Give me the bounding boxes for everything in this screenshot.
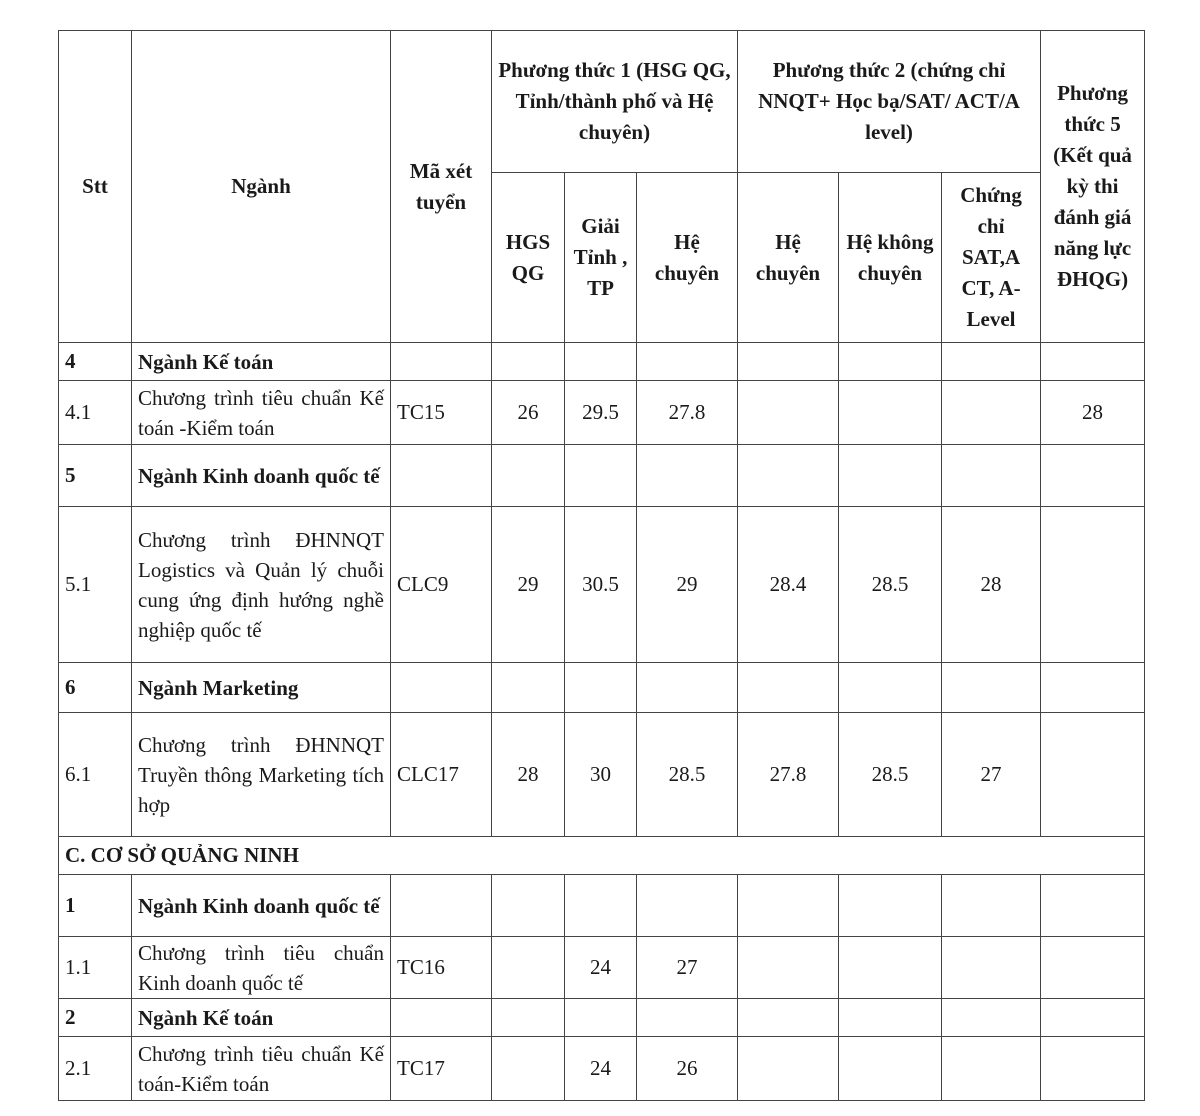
cell-hgs-qg	[492, 937, 565, 999]
table-row	[59, 445, 1145, 507]
cell-stt: 2	[59, 999, 132, 1037]
cell-name: Chương trình ĐHNNQT Truyền thông Marketing tích hợp	[132, 713, 391, 837]
cell-he-chuyen-pt1: 27	[637, 937, 738, 999]
table-row	[59, 999, 1145, 1037]
table-row	[59, 1037, 1145, 1101]
cell-giai-tinh	[565, 343, 637, 381]
cell-he-chuyen-pt1	[637, 999, 738, 1037]
table-row	[59, 875, 1145, 937]
cell-he-chuyen-pt2	[738, 875, 839, 937]
table-row	[59, 937, 1145, 999]
cell-hgs-qg	[492, 343, 565, 381]
cell-stt: 6.1	[59, 713, 132, 837]
cell-he-chuyen-pt1	[637, 445, 738, 507]
cell-he-khong-chuyen	[839, 875, 942, 937]
section-row	[59, 837, 1145, 875]
cell-hgs-qg: 26	[492, 381, 565, 445]
cell-chung-chi	[942, 937, 1041, 999]
cell-he-chuyen-pt1	[637, 663, 738, 713]
admission-score-table	[58, 30, 1145, 1101]
cell-name: Ngành Kinh doanh quốc tế	[132, 445, 391, 507]
cell-he-chuyen-pt1: 29	[637, 507, 738, 663]
cell-he-chuyen-pt2: 27.8	[738, 713, 839, 837]
cell-chung-chi	[942, 875, 1041, 937]
cell-he-chuyen-pt2	[738, 663, 839, 713]
cell-he-chuyen-pt1: 27.8	[637, 381, 738, 445]
cell-hgs-qg: 29	[492, 507, 565, 663]
cell-pt5: 28	[1041, 381, 1145, 445]
header-ma-xet-tuyen: Mã xét tuyển	[391, 31, 492, 343]
cell-name: Ngành Kế toán	[132, 999, 391, 1037]
cell-name: Chương trình ĐHNNQT Logistics và Quản lý chuỗi cung ứng định hướng nghề nghiệp quốc tế	[132, 507, 391, 663]
cell-he-khong-chuyen	[839, 663, 942, 713]
cell-code	[391, 343, 492, 381]
cell-giai-tinh	[565, 445, 637, 507]
table-row	[59, 663, 1145, 713]
cell-stt: 4.1	[59, 381, 132, 445]
header-he-khong-chuyen: Hệ không chuyên	[839, 173, 942, 343]
header-he-chuyen-pt1: Hệ chuyên	[637, 173, 738, 343]
header-phuong-thuc-2: Phương thức 2 (chứng chỉ NNQT+ Học bạ/SAT/ ACT/A level)	[738, 31, 1041, 173]
cell-stt: 4	[59, 343, 132, 381]
cell-he-chuyen-pt1: 28.5	[637, 713, 738, 837]
cell-code	[391, 663, 492, 713]
cell-code	[391, 875, 492, 937]
header-hgs-qg: HGS QG	[492, 173, 565, 343]
header-stt: Stt	[59, 31, 132, 343]
cell-chung-chi	[942, 445, 1041, 507]
cell-code	[391, 999, 492, 1037]
cell-code: TC17	[391, 1037, 492, 1101]
cell-giai-tinh: 30	[565, 713, 637, 837]
section-title: C. CƠ SỞ QUẢNG NINH	[59, 837, 1145, 875]
cell-he-chuyen-pt2	[738, 343, 839, 381]
cell-he-khong-chuyen	[839, 999, 942, 1037]
cell-chung-chi: 28	[942, 507, 1041, 663]
cell-hgs-qg	[492, 999, 565, 1037]
cell-pt5	[1041, 875, 1145, 937]
header-giai-tinh: Giải Tỉnh , TP	[565, 173, 637, 343]
cell-he-chuyen-pt2	[738, 1037, 839, 1101]
cell-stt: 5.1	[59, 507, 132, 663]
cell-pt5	[1041, 445, 1145, 507]
cell-giai-tinh	[565, 875, 637, 937]
header-phuong-thuc-1: Phương thức 1 (HSG QG, Tỉnh/thành phố và Hệ chuyên)	[492, 31, 738, 173]
cell-giai-tinh: 29.5	[565, 381, 637, 445]
cell-chung-chi	[942, 343, 1041, 381]
cell-hgs-qg	[492, 875, 565, 937]
header-chung-chi: Chứng chỉ SAT,A CT, A-Level	[942, 173, 1041, 343]
cell-code: CLC17	[391, 713, 492, 837]
table-row	[59, 713, 1145, 837]
cell-hgs-qg	[492, 663, 565, 713]
table-row	[59, 381, 1145, 445]
cell-he-khong-chuyen	[839, 343, 942, 381]
cell-name: Chương trình tiêu chuẩn Kế toán-Kiểm toán	[132, 1037, 391, 1101]
header-nganh: Ngành	[132, 31, 391, 343]
cell-giai-tinh: 24	[565, 937, 637, 999]
cell-he-khong-chuyen	[839, 445, 942, 507]
cell-stt: 1	[59, 875, 132, 937]
cell-he-chuyen-pt2: 28.4	[738, 507, 839, 663]
cell-hgs-qg	[492, 1037, 565, 1101]
cell-stt: 5	[59, 445, 132, 507]
cell-giai-tinh	[565, 663, 637, 713]
cell-giai-tinh	[565, 999, 637, 1037]
header-phuong-thuc-5: Phương thức 5 (Kết quả kỳ thi đánh giá năng lực ĐHQG)	[1041, 31, 1145, 343]
cell-pt5	[1041, 999, 1145, 1037]
table-row	[59, 507, 1145, 663]
cell-chung-chi	[942, 663, 1041, 713]
cell-code: CLC9	[391, 507, 492, 663]
table-header	[59, 31, 1145, 343]
cell-chung-chi	[942, 381, 1041, 445]
cell-chung-chi	[942, 1037, 1041, 1101]
cell-stt: 2.1	[59, 1037, 132, 1101]
cell-name: Ngành Kế toán	[132, 343, 391, 381]
cell-name: Ngành Kinh doanh quốc tế	[132, 875, 391, 937]
cell-he-chuyen-pt1: 26	[637, 1037, 738, 1101]
cell-pt5	[1041, 343, 1145, 381]
cell-pt5	[1041, 713, 1145, 837]
table-row	[59, 343, 1145, 381]
cell-pt5	[1041, 1037, 1145, 1101]
cell-code	[391, 445, 492, 507]
cell-pt5	[1041, 507, 1145, 663]
table-body	[59, 343, 1145, 1101]
cell-he-chuyen-pt2	[738, 937, 839, 999]
cell-stt: 1.1	[59, 937, 132, 999]
cell-hgs-qg	[492, 445, 565, 507]
cell-hgs-qg: 28	[492, 713, 565, 837]
cell-he-chuyen-pt1	[637, 343, 738, 381]
cell-he-khong-chuyen: 28.5	[839, 713, 942, 837]
cell-giai-tinh: 24	[565, 1037, 637, 1101]
cell-stt: 6	[59, 663, 132, 713]
cell-he-khong-chuyen	[839, 381, 942, 445]
cell-he-khong-chuyen	[839, 1037, 942, 1101]
cell-name: Chương trình tiêu chuẩn Kế toán -Kiểm toán	[132, 381, 391, 445]
cell-code: TC16	[391, 937, 492, 999]
cell-he-chuyen-pt2	[738, 445, 839, 507]
cell-chung-chi	[942, 999, 1041, 1037]
cell-code: TC15	[391, 381, 492, 445]
cell-he-khong-chuyen: 28.5	[839, 507, 942, 663]
cell-name: Chương trình tiêu chuẩn Kinh doanh quốc tế	[132, 937, 391, 999]
cell-he-chuyen-pt2	[738, 999, 839, 1037]
cell-name: Ngành Marketing	[132, 663, 391, 713]
cell-he-chuyen-pt2	[738, 381, 839, 445]
cell-chung-chi: 27	[942, 713, 1041, 837]
cell-pt5	[1041, 937, 1145, 999]
cell-pt5	[1041, 663, 1145, 713]
header-he-chuyen-pt2: Hệ chuyên	[738, 173, 839, 343]
cell-he-khong-chuyen	[839, 937, 942, 999]
cell-giai-tinh: 30.5	[565, 507, 637, 663]
cell-he-chuyen-pt1	[637, 875, 738, 937]
